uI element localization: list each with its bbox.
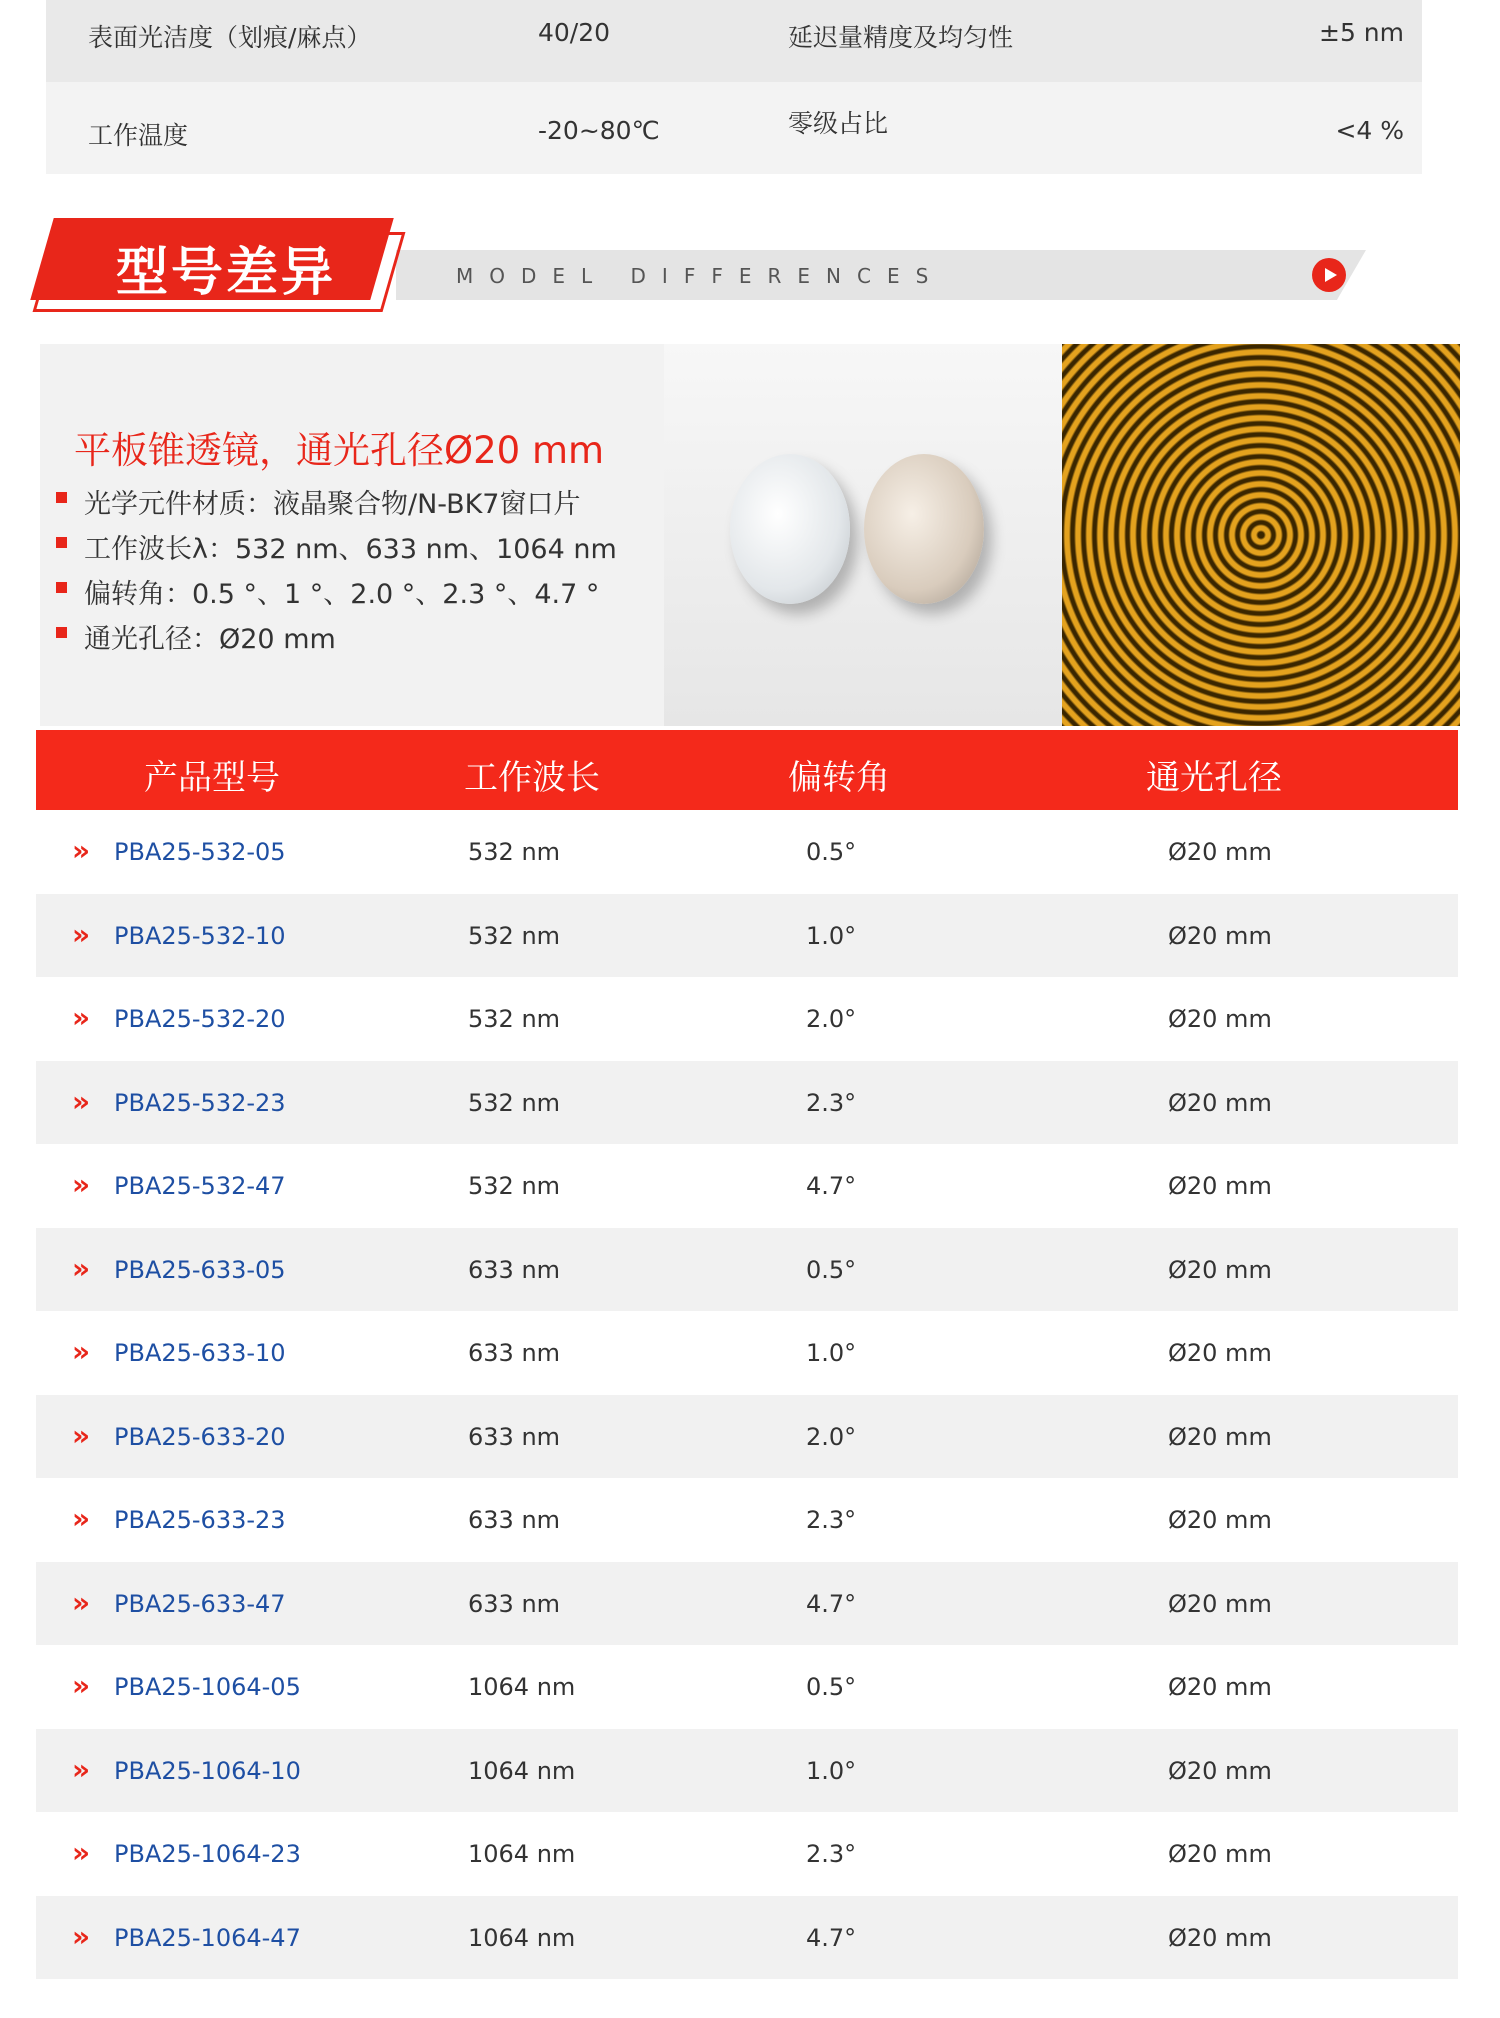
lens-product-image bbox=[664, 344, 1062, 726]
aperture-cell: Ø20 mm bbox=[1168, 921, 1272, 950]
spec-label: 工作温度 bbox=[88, 121, 189, 150]
model-link[interactable]: PBA25-633-47 bbox=[114, 1589, 286, 1618]
table-row bbox=[36, 1478, 1458, 1562]
spec-value: <4 % bbox=[1335, 116, 1404, 145]
angle-cell: 1.0° bbox=[806, 1339, 857, 1367]
section-header bbox=[36, 218, 1376, 318]
double-chevron-right-icon: » bbox=[72, 1335, 85, 1368]
product-feature-list bbox=[54, 482, 617, 662]
table-row bbox=[36, 1228, 1458, 1312]
angle-cell: 2.3° bbox=[806, 1506, 857, 1534]
product-info-panel bbox=[40, 344, 1460, 726]
angle-cell: 4.7° bbox=[806, 1172, 857, 1200]
table-row bbox=[36, 1896, 1458, 1980]
wavelength-cell: 1064 nm bbox=[468, 1923, 576, 1952]
bessel-ring-pattern-image bbox=[1062, 344, 1460, 726]
table-row bbox=[36, 1812, 1458, 1896]
double-chevron-right-icon: » bbox=[72, 1168, 85, 1201]
tinted-lens-image bbox=[864, 454, 984, 604]
angle-cell: 0.5° bbox=[806, 1673, 857, 1701]
double-chevron-right-icon: » bbox=[72, 1502, 85, 1535]
table-row bbox=[36, 1144, 1458, 1228]
clear-lens-image bbox=[730, 454, 850, 604]
double-chevron-right-icon: » bbox=[72, 1001, 85, 1034]
angle-cell: 4.7° bbox=[806, 1923, 857, 1952]
spec-row bbox=[46, 82, 1422, 174]
model-table bbox=[36, 730, 1458, 1979]
wavelength-cell: 532 nm bbox=[468, 921, 561, 950]
section-subtitle: MODEL DIFFERENCES bbox=[456, 264, 945, 288]
model-link[interactable]: PBA25-633-20 bbox=[114, 1422, 286, 1451]
double-chevron-right-icon: » bbox=[72, 1251, 85, 1285]
spec-value: ±5 nm bbox=[1319, 18, 1404, 47]
double-chevron-right-icon: » bbox=[72, 834, 85, 867]
aperture-cell: Ø20 mm bbox=[1168, 1673, 1272, 1701]
wavelength-cell: 1064 nm bbox=[468, 1840, 576, 1868]
model-link[interactable]: PBA25-1064-23 bbox=[114, 1840, 301, 1868]
list-item: 偏转角：0.5 °、1 °、2.0 °、2.3 °、4.7 ° bbox=[54, 572, 617, 617]
section-title: 型号差异 bbox=[116, 243, 337, 303]
column-header-angle: 偏转角 bbox=[788, 758, 890, 798]
wavelength-cell: 633 nm bbox=[468, 1589, 561, 1618]
wavelength-cell: 532 nm bbox=[468, 1088, 561, 1117]
aperture-cell: Ø20 mm bbox=[1168, 1422, 1272, 1451]
model-link[interactable]: PBA25-532-47 bbox=[114, 1172, 286, 1200]
aperture-cell: Ø20 mm bbox=[1168, 1339, 1272, 1367]
column-header-model: 产品型号 bbox=[144, 758, 280, 798]
list-item: 通光孔径：Ø20 mm bbox=[54, 617, 617, 662]
wavelength-cell: 532 nm bbox=[468, 1005, 561, 1033]
table-row bbox=[36, 977, 1458, 1061]
table-row bbox=[36, 1061, 1458, 1145]
table-row bbox=[36, 1395, 1458, 1479]
spec-label: 延迟量精度及均匀性 bbox=[788, 23, 1014, 52]
table-row bbox=[36, 1562, 1458, 1646]
aperture-cell: Ø20 mm bbox=[1168, 1172, 1272, 1200]
angle-cell: 1.0° bbox=[806, 921, 857, 950]
play-circle-icon[interactable] bbox=[1312, 258, 1346, 292]
model-link[interactable]: PBA25-633-23 bbox=[114, 1506, 286, 1534]
angle-cell: 2.3° bbox=[806, 1088, 857, 1117]
model-link[interactable]: PBA25-633-05 bbox=[114, 1255, 286, 1284]
table-row bbox=[36, 1645, 1458, 1729]
aperture-cell: Ø20 mm bbox=[1168, 1506, 1272, 1534]
spec-value: -20~80℃ bbox=[538, 116, 660, 145]
model-link[interactable]: PBA25-1064-10 bbox=[114, 1756, 301, 1785]
table-row bbox=[36, 1311, 1458, 1395]
list-item: 光学元件材质：液晶聚合物/N-BK7窗口片 bbox=[54, 482, 617, 527]
aperture-cell: Ø20 mm bbox=[1168, 1756, 1272, 1785]
wavelength-cell: 532 nm bbox=[468, 1172, 561, 1200]
list-item: 工作波长λ：532 nm、633 nm、1064 nm bbox=[54, 527, 617, 572]
angle-cell: 2.3° bbox=[806, 1840, 857, 1868]
wavelength-cell: 1064 nm bbox=[468, 1756, 576, 1785]
table-body bbox=[36, 810, 1458, 1979]
angle-cell: 4.7° bbox=[806, 1589, 857, 1618]
aperture-cell: Ø20 mm bbox=[1168, 1589, 1272, 1618]
table-header bbox=[36, 730, 1458, 810]
model-link[interactable]: PBA25-633-10 bbox=[114, 1339, 286, 1367]
model-link[interactable]: PBA25-1064-47 bbox=[114, 1923, 301, 1952]
wavelength-cell: 1064 nm bbox=[468, 1673, 576, 1701]
angle-cell: 0.5° bbox=[806, 838, 857, 866]
double-chevron-right-icon: » bbox=[72, 917, 85, 951]
table-row bbox=[36, 1729, 1458, 1813]
double-chevron-right-icon: » bbox=[72, 1418, 85, 1452]
spec-table bbox=[46, 0, 1422, 174]
spec-label: 零级占比 bbox=[788, 109, 889, 138]
double-chevron-right-icon: » bbox=[72, 1836, 85, 1869]
column-header-wavelength: 工作波长 bbox=[464, 758, 600, 798]
aperture-cell: Ø20 mm bbox=[1168, 1088, 1272, 1117]
model-link[interactable]: PBA25-532-05 bbox=[114, 838, 286, 866]
spec-row bbox=[46, 0, 1422, 82]
column-header-aperture: 通光孔径 bbox=[1146, 758, 1282, 798]
double-chevron-right-icon: » bbox=[72, 1919, 85, 1953]
double-chevron-right-icon: » bbox=[72, 1585, 85, 1619]
angle-cell: 2.0° bbox=[806, 1005, 857, 1033]
product-title: 平板锥透镜，通光孔径Ø20 mm bbox=[74, 429, 605, 472]
wavelength-cell: 633 nm bbox=[468, 1339, 561, 1367]
aperture-cell: Ø20 mm bbox=[1168, 1923, 1272, 1952]
angle-cell: 0.5° bbox=[806, 1255, 857, 1284]
wavelength-cell: 633 nm bbox=[468, 1255, 561, 1284]
aperture-cell: Ø20 mm bbox=[1168, 838, 1272, 866]
aperture-cell: Ø20 mm bbox=[1168, 1255, 1272, 1284]
spec-label: 表面光洁度（划痕/麻点） bbox=[88, 23, 372, 52]
wavelength-cell: 532 nm bbox=[468, 838, 561, 866]
model-link[interactable]: PBA25-532-20 bbox=[114, 1005, 286, 1033]
table-row bbox=[36, 894, 1458, 978]
double-chevron-right-icon: » bbox=[72, 1752, 85, 1786]
aperture-cell: Ø20 mm bbox=[1168, 1005, 1272, 1033]
angle-cell: 1.0° bbox=[806, 1756, 857, 1785]
wavelength-cell: 633 nm bbox=[468, 1422, 561, 1451]
model-link[interactable]: PBA25-1064-05 bbox=[114, 1673, 301, 1701]
angle-cell: 2.0° bbox=[806, 1422, 857, 1451]
double-chevron-right-icon: » bbox=[72, 1084, 85, 1118]
double-chevron-right-icon: » bbox=[72, 1669, 85, 1702]
spec-value: 40/20 bbox=[538, 18, 611, 47]
model-link[interactable]: PBA25-532-23 bbox=[114, 1088, 286, 1117]
wavelength-cell: 633 nm bbox=[468, 1506, 561, 1534]
aperture-cell: Ø20 mm bbox=[1168, 1840, 1272, 1868]
table-row bbox=[36, 810, 1458, 894]
model-link[interactable]: PBA25-532-10 bbox=[114, 921, 286, 950]
